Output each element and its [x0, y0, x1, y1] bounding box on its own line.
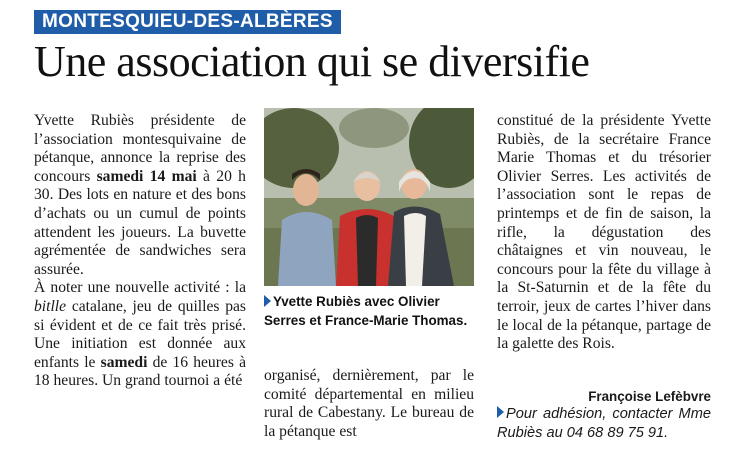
contact-arrow-icon — [497, 406, 504, 418]
paragraph-1: Yvette Rubiès présidente de l’association montesquivaine de pétanque, annonce la reprise des concours samedi 14 mai à 20 h 30. Des lots en nature et des bons d’achats ou un cumul de points attendent les joueurs. La buvette agrémentée de sandwiches sera assurée. — [34, 112, 246, 278]
caption-arrow-icon — [264, 295, 271, 307]
group-photo-illustration — [264, 108, 474, 286]
article-column-2 — [264, 367, 474, 441]
article-photo — [264, 108, 474, 286]
section-kicker: MONTESQUIEU-DES-ALBÈRES — [34, 10, 341, 34]
headline: Une association qui se diversifie — [34, 37, 590, 86]
article-column-1 — [34, 112, 246, 391]
author-signature: Françoise Lefèbvre — [588, 389, 711, 404]
paragraph-4: constitué de la présidente Yvette Rubiès, de la secrétaire France Marie Thomas et du trésorier Olivier Serres. Les activités de l’association sont le repas de printemps et de fin de saison, la rifle, la dégustation des châtaignes et vin nouveau, le concours pour la fête du village à la St-Saturnin et de la fête du terroir, jeux de cartes l’hiver dans le local de la pétanque, partage de la galette des Rois. — [497, 112, 711, 353]
contact-info: Pour adhésion, contacter Mme Rubiès au 04 68 89 75 91. — [497, 406, 711, 441]
article-column-3 — [497, 112, 711, 354]
photo-caption: Yvette Rubiès avec Olivier Serres et France-Marie Thomas. — [264, 294, 468, 328]
paragraph-2: À noter une nouvelle activité : la bitlle catalane, jeu de quilles pas si évident et de ce fait très prisé. Une initiation est donnée aux enfants le samedi de 16 heures à 18 heures. Un grand tournoi a été — [34, 279, 246, 390]
paragraph-3: organisé, dernièrement, par le comité départemental en milieu rural de Cabestany. Le bureau de la pétanque est — [264, 367, 474, 440]
